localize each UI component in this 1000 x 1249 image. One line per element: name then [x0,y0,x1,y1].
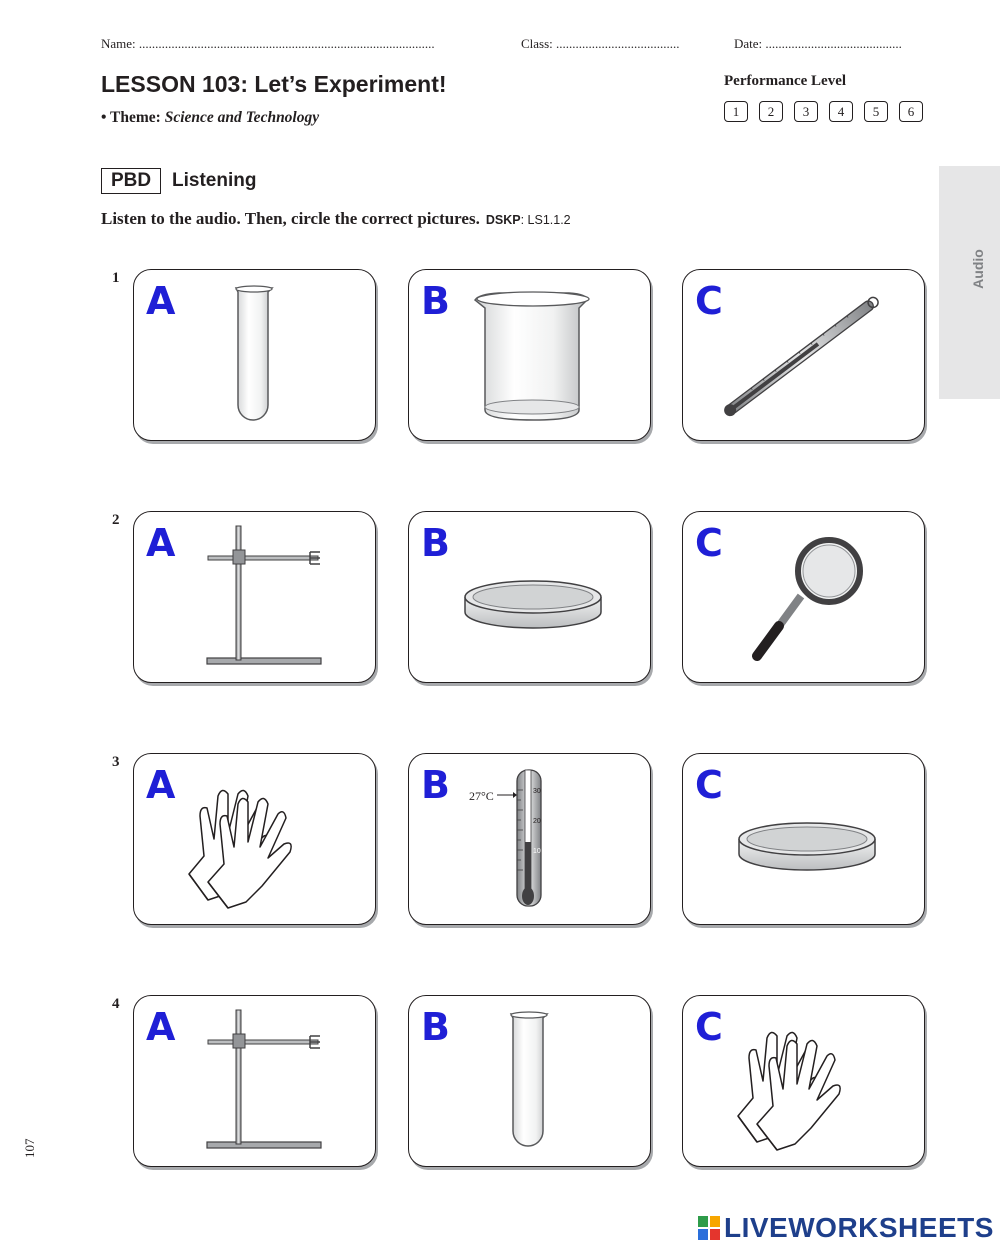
option-letter: A [146,521,176,565]
performance-level-box[interactable]: 2 [759,101,783,122]
pbd-badge: PBD [101,168,161,194]
performance-level-box[interactable]: 5 [864,101,888,122]
instruction-text [101,209,571,229]
skill-label: Listening [172,170,257,191]
option-card-1b[interactable] [408,269,651,441]
class-field[interactable]: Class: ...................................... [521,36,680,51]
option-card-2c[interactable] [682,511,925,683]
option-card-2a[interactable] [133,511,376,683]
thermometer-tick: 20 [533,818,541,825]
thermometer-tick: 10 [533,848,541,855]
thermometer-reading: 27°C [469,789,494,803]
theme-value: Science and Technology [164,109,320,126]
name-field[interactable]: Name: ........................................................................................... [101,36,435,51]
option-card-2b[interactable] [408,511,651,683]
option-letter: A [146,279,176,323]
option-card-1a[interactable] [133,269,376,441]
option-letter: C [695,1005,723,1049]
performance-level-label: Performance Level [724,73,847,89]
performance-level-box[interactable]: 3 [794,101,818,122]
option-letter: B [421,763,450,807]
option-card-4b[interactable] [408,995,651,1167]
option-letter: C [695,763,723,807]
performance-level-box[interactable]: 6 [899,101,923,122]
option-card-1c[interactable] [682,269,925,441]
date-field[interactable]: Date: .......................................... [734,36,902,51]
option-card-4c[interactable] [682,995,925,1167]
option-letter: B [421,279,450,323]
liveworksheets-brand[interactable] [698,1212,994,1244]
question-number: 3 [112,754,120,770]
audio-tab-label: Audio [970,249,986,289]
liveworksheets-logo-icon [698,1216,720,1240]
option-card-3c[interactable] [682,753,925,925]
brand-name: LIVEWORKSHEETS [724,1212,994,1243]
question-number: 2 [112,512,120,528]
option-card-3b[interactable] [408,753,651,925]
option-letter: B [421,521,450,565]
dskp-label: DSKP [485,213,521,227]
performance-level-box[interactable]: 4 [829,101,853,122]
option-card-4a[interactable] [133,995,376,1167]
option-letter: C [695,279,723,323]
thermometer-tick: 30 [533,788,541,795]
option-card-3a[interactable] [133,753,376,925]
option-letter: A [146,763,176,807]
question-number: 1 [112,270,120,286]
theme-line: • Theme: Science and Technology [101,109,320,126]
question-number: 4 [112,996,120,1012]
performance-level-box[interactable]: 1 [724,101,748,122]
option-letter: C [695,521,723,565]
audio-tab[interactable] [939,166,1000,399]
page-number: 107 [22,1138,37,1158]
option-letter: A [146,1005,176,1049]
lesson-title: LESSON 103: Let’s Experiment! [101,71,447,97]
option-letter: B [421,1005,450,1049]
instruction-sentence: Listen to the audio. Then, circle the correct pictures. [101,209,480,228]
theme-label: Theme: [110,109,161,126]
dskp-code: : LS1.1.2 [520,213,571,227]
